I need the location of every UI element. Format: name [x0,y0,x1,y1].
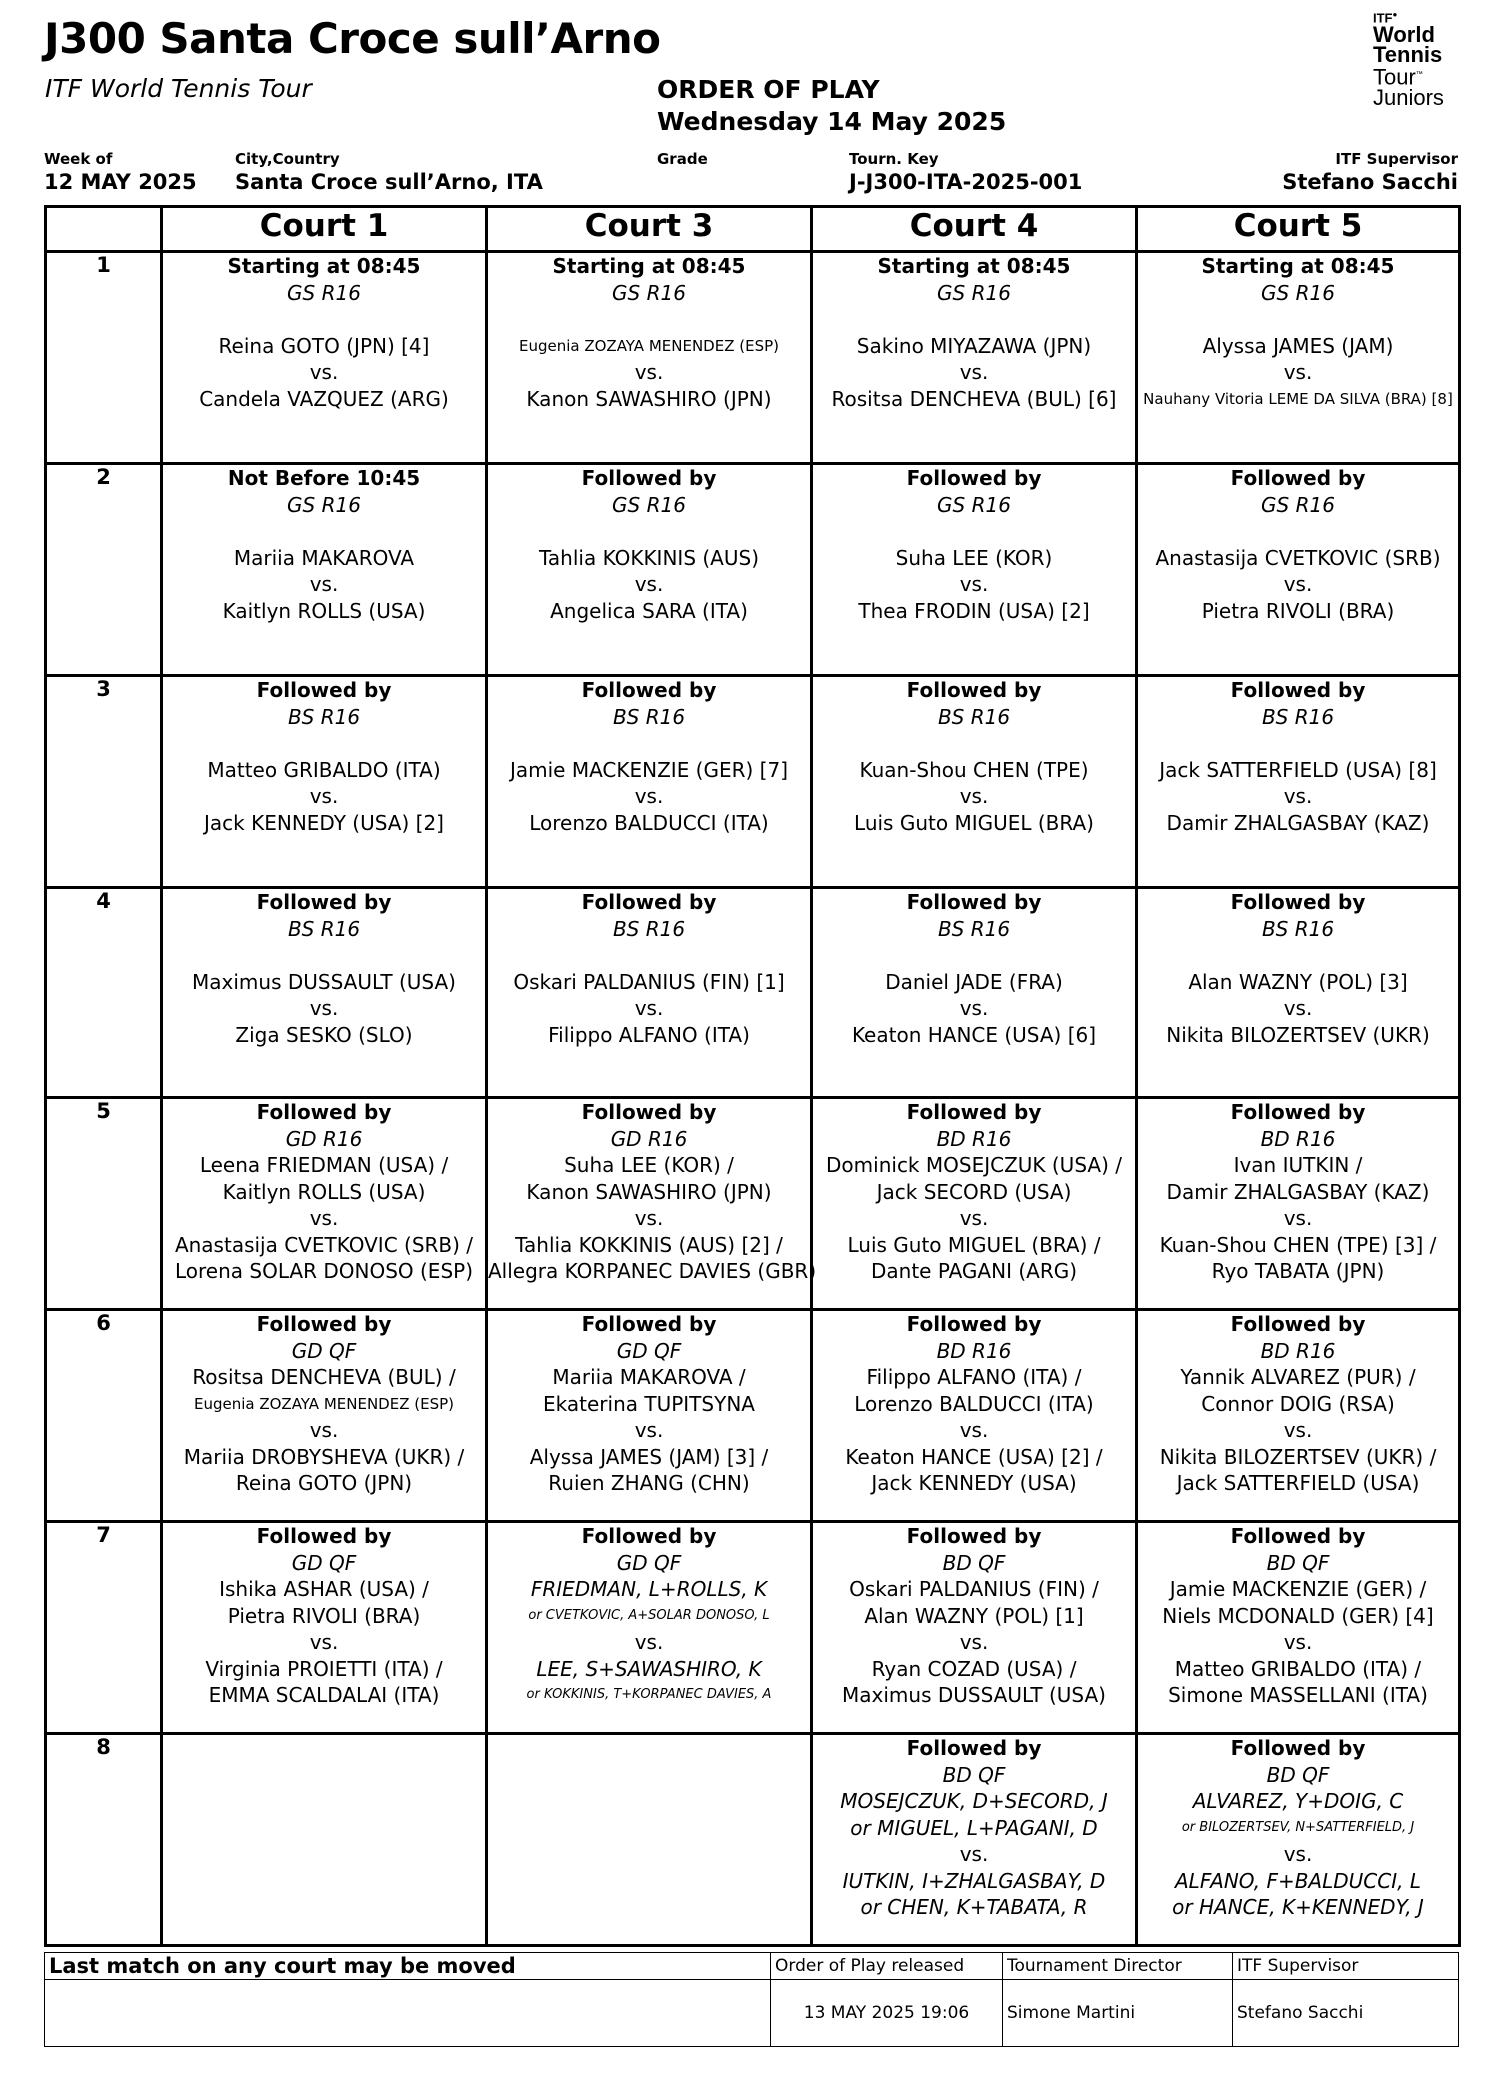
tourn-key-value: J-J300-ITA-2025-001 [849,170,1083,194]
spacer [488,730,810,757]
match-cell [487,464,812,676]
start-time: Followed by [906,678,1042,702]
start-time: Followed by [906,1736,1042,1760]
tourn-key-label: Tourn. Key [849,150,939,168]
player-line: Lorenzo BALDUCCI (ITA) [854,1391,1094,1416]
event-round: GS R16 [937,492,1011,517]
player-line: Mariia MAKAROVA / [552,1365,746,1389]
grade-block [657,150,708,168]
logo-tour-text: Tour [1373,64,1416,90]
event-round: BD QF [942,1550,1006,1575]
versus-label: vs. [959,1418,989,1442]
player-line: Kaitlyn ROLLS (USA) [222,598,426,623]
logo-ball-icon: ● [1392,10,1398,19]
event-round: BD R16 [936,1126,1012,1151]
court-header-row [46,207,1460,252]
player-line: Sakino MIYAZAWA (JPN) [856,333,1092,358]
last-match-note: Last match on any court may be moved [45,1953,771,1980]
match-cell [162,1310,487,1522]
player-line: Tahlia KOKKINIS (AUS) [2] / [515,1232,783,1257]
event-round: BS R16 [1261,704,1335,729]
player-line: Rositsa DENCHEVA (BUL) [6] [831,386,1117,411]
versus-label: vs. [1283,784,1313,808]
start-time: Followed by [906,1524,1042,1548]
logo-world-text: World [1373,22,1435,48]
event-round: GD R16 [285,1126,363,1151]
player-line: Jack KENNEDY (USA) [871,1471,1077,1495]
player-line: Rositsa DENCHEVA (BUL) / [192,1365,456,1389]
event-round: BD QF [1266,1550,1330,1575]
court-header: Court 5 [1137,207,1460,252]
start-time: Starting at 08:45 [1201,254,1395,278]
start-time: Followed by [906,890,1042,914]
match-cell [1137,676,1460,888]
spacer [163,518,485,545]
player-line: Anastasija CVETKOVIC (SRB) [1155,545,1441,570]
event-round: BD R16 [936,1338,1012,1363]
player-line: Kanon SAWASHIRO (JPN) [526,1179,772,1204]
match-row [46,888,1460,1098]
player-line: Reina GOTO (JPN) [4] [218,333,430,358]
spacer [813,942,1135,969]
versus-label: vs. [959,784,989,808]
week-of-value: 12 MAY 2025 [44,170,197,194]
order-of-play-label: ORDER OF PLAY [657,75,880,104]
versus-label: vs. [959,360,989,384]
player-line: Anastasija CVETKOVIC (SRB) / [174,1232,474,1257]
player-line: or CVETKOVIC, A+SOLAR DONOSO, L [528,1607,770,1623]
player-line: Mariia DROBYSHEVA (UKR) / [183,1444,465,1469]
start-time: Followed by [906,1312,1042,1336]
event-round: GD R16 [610,1126,688,1151]
event-round: GD QF [616,1550,682,1575]
player-line: Ziga SESKO (SLO) [235,1022,413,1047]
footer-table [44,1952,1459,2047]
player-line: Ivan IUTKIN / [1233,1153,1363,1177]
event-round: GD QF [291,1338,357,1363]
order-of-play-heading [657,74,1006,138]
player-line: Niels MCDONALD (GER) [4] [1162,1603,1434,1628]
event-round: BS R16 [612,916,686,941]
versus-label: vs. [1283,1206,1313,1230]
player-line: Luis Guto MIGUEL (BRA) [854,810,1094,835]
match-row [46,676,1460,888]
player-line: Angelica SARA (ITA) [550,598,748,623]
player-line: Simone MASSELLANI (ITA) [1168,1683,1428,1707]
versus-label: vs. [634,996,664,1020]
spacer [163,730,485,757]
released-value: 13 MAY 2025 19:06 [771,1980,1003,2047]
start-time: Followed by [581,1100,717,1124]
player-line: Jack SATTERFIELD (USA) [1176,1471,1420,1495]
court-header: Court 4 [812,207,1137,252]
player-line: Ryan COZAD (USA) / [871,1656,1077,1681]
player-line: Allegra KORPANEC DAVIES (GBR) [488,1259,817,1283]
court-header: Court 3 [487,207,812,252]
match-cell [1137,464,1460,676]
versus-label: vs. [1283,572,1313,596]
player-line: Ishika ASHAR (USA) / [219,1577,429,1601]
start-time: Followed by [581,890,717,914]
play-date: Wednesday 14 May 2025 [657,107,1007,136]
start-time: Starting at 08:45 [877,254,1071,278]
player-line: Jack KENNEDY (USA) [2] [204,810,444,835]
match-row [46,1098,1460,1310]
player-line: Suha LEE (KOR) [895,545,1053,570]
player-line: Tahlia KOKKINIS (AUS) [539,545,759,570]
versus-label: vs. [634,1630,664,1654]
tourn-key-block [849,150,1082,196]
match-cell [487,1098,817,1310]
event-round: BD QF [1266,1762,1330,1787]
start-time: Followed by [1230,890,1366,914]
player-line: Matteo GRIBALDO (ITA) [207,757,441,782]
order-of-play-table [44,205,1461,1947]
player-line: Ekaterina TUPITSYNA [543,1391,755,1416]
player-line: EMMA SCALDALAI (ITA) [208,1683,440,1707]
versus-label: vs. [959,1842,989,1866]
spacer [813,518,1135,545]
logo-tm-mark: ™ [1415,71,1423,79]
spacer [488,518,810,545]
versus-label: vs. [309,572,339,596]
player-line: Kaitlyn ROLLS (USA) [222,1179,426,1204]
player-line: or KOKKINIS, T+KORPANEC DAVIES, A [526,1687,772,1702]
player-line: Kuan-Shou CHEN (TPE) [3] / [1159,1232,1437,1257]
row-number: 4 [46,888,162,1098]
match-cell [812,252,1137,464]
spacer [1138,518,1458,545]
match-row [46,1734,1460,1946]
player-line: Damir ZHALGASBAY (KAZ) [1166,810,1430,835]
match-cell [812,1098,1137,1310]
player-line: Alan WAZNY (POL) [1] [864,1603,1084,1628]
versus-label: vs. [309,1206,339,1230]
event-round: GS R16 [1261,492,1335,517]
player-line: Maximus DUSSAULT (USA) [842,1683,1106,1707]
city-country-block [235,150,543,196]
start-time: Followed by [1230,1524,1366,1548]
event-round: BS R16 [287,916,361,941]
player-line: Mariia MAKAROVA [233,545,415,570]
itf-supervisor-value: Stefano Sacchi [1282,170,1458,194]
row-number: 2 [46,464,162,676]
player-line: Oskari PALDANIUS (FIN) [1] [513,969,785,994]
match-cell [1137,1098,1460,1310]
match-cell [162,1098,487,1310]
player-line: ALVAREZ, Y+DOIG, C [1192,1789,1404,1813]
versus-label: vs. [1283,360,1313,384]
versus-label: vs. [634,1206,664,1230]
versus-label: vs. [1283,1842,1313,1866]
start-time: Starting at 08:45 [552,254,746,278]
spacer [813,306,1135,333]
footer-supervisor-label: ITF Supervisor [1233,1953,1459,1980]
start-time: Followed by [581,466,717,490]
player-line: Alyssa JAMES (JAM) [1202,333,1394,358]
spacer [163,306,485,333]
player-line: Ryo TABATA (JPN) [1211,1259,1385,1283]
player-line: Keaton HANCE (USA) [6] [851,1022,1097,1047]
match-cell [1137,1310,1460,1522]
player-line: Kuan-Shou CHEN (TPE) [859,757,1089,782]
event-round: GS R16 [612,492,686,517]
start-time: Followed by [256,890,392,914]
match-row [46,1522,1460,1734]
city-country-value: Santa Croce sull’Arno, ITA [235,170,543,194]
start-time: Followed by [256,1100,392,1124]
player-line: Filippo ALFANO (ITA) [548,1022,750,1047]
start-time: Followed by [256,1524,392,1548]
director-value: Simone Martini [1003,1980,1233,2047]
spacer [1138,306,1458,333]
versus-label: vs. [309,784,339,808]
match-cell [812,464,1137,676]
logo-tennis-text: Tennis [1373,42,1443,68]
match-cell [1137,252,1460,464]
player-line: Keaton HANCE (USA) [2] / [845,1444,1103,1469]
grade-label: Grade [657,150,708,168]
versus-label: vs. [1283,1418,1313,1442]
row-number: 8 [46,1734,162,1946]
player-line: LEE, S+SAWASHIRO, K [536,1656,762,1681]
player-line: MOSEJCZUK, D+SECORD, J [840,1789,1108,1813]
player-line: ALFANO, F+BALDUCCI, L [1175,1868,1421,1893]
player-line: Suha LEE (KOR) / [564,1153,734,1177]
match-cell [812,1310,1137,1522]
versus-label: vs. [634,1418,664,1442]
match-cell [162,1734,487,1946]
event-round: BS R16 [612,704,686,729]
event-round: GD QF [291,1550,357,1575]
player-line: Jamie MACKENZIE (GER) / [1169,1577,1427,1601]
player-line: or CHEN, K+TABATA, R [860,1895,1088,1919]
match-cell [812,888,1137,1098]
match-cell [487,1734,812,1946]
match-cell [487,1522,812,1734]
event-round: GS R16 [937,280,1011,305]
versus-label: vs. [309,1630,339,1654]
versus-label: vs. [634,572,664,596]
player-line: FRIEDMAN, L+ROLLS, K [530,1577,768,1601]
event-round: BD R16 [1260,1126,1336,1151]
event-round: GS R16 [287,280,361,305]
event-round: BD QF [942,1762,1006,1787]
player-line: Leena FRIEDMAN (USA) / [199,1153,449,1177]
logo-juniors-text: Juniors [1373,84,1444,110]
event-round: BS R16 [1261,916,1335,941]
start-time: Followed by [581,1312,717,1336]
player-line: IUTKIN, I+ZHALGASBAY, D [842,1868,1106,1893]
event-round: BS R16 [287,704,361,729]
player-line: Eugenia ZOZAYA MENENDEZ (ESP) [518,336,779,355]
player-line: Dante PAGANI (ARG) [870,1259,1078,1283]
player-line: or BILOZERTSEV, N+SATTERFIELD, J [1181,1819,1415,1835]
player-line: Nikita BILOZERTSEV (UKR) / [1159,1444,1437,1469]
week-of-block [44,150,197,196]
match-row [46,1310,1460,1522]
court-header: Court 1 [162,207,487,252]
director-label: Tournament Director [1003,1953,1233,1980]
player-line: or HANCE, K+KENNEDY, J [1172,1895,1424,1919]
itf-supervisor-block [1282,150,1458,196]
start-time: Followed by [1230,1312,1366,1336]
player-line: Thea FRODIN (USA) [2] [858,598,1090,623]
player-line: Matteo GRIBALDO (ITA) / [1174,1656,1422,1681]
start-time: Followed by [256,678,392,702]
start-time: Followed by [581,678,717,702]
player-line: Lorenzo BALDUCCI (ITA) [529,810,769,835]
player-line: Kanon SAWASHIRO (JPN) [526,386,772,411]
footer-supervisor-value: Stefano Sacchi [1233,1980,1459,2047]
start-time: Followed by [1230,1100,1366,1124]
start-time: Followed by [581,1524,717,1548]
match-cell [812,676,1137,888]
versus-label: vs. [309,996,339,1020]
event-round: GS R16 [287,492,361,517]
spacer [813,730,1135,757]
match-cell [487,1310,812,1522]
player-line: Maximus DUSSAULT (USA) [192,969,456,994]
player-line: Reina GOTO (JPN) [235,1471,413,1495]
player-line: Ruien ZHANG (CHN) [548,1471,750,1495]
released-label: Order of Play released [771,1953,1003,1980]
player-line: Luis Guto MIGUEL (BRA) / [847,1232,1101,1257]
player-line: Alan WAZNY (POL) [3] [1188,969,1408,994]
match-cell [162,1522,487,1734]
player-line: Nikita BILOZERTSEV (UKR) [1166,1022,1430,1047]
row-number: 5 [46,1098,162,1310]
match-cell [162,252,487,464]
player-line: Jamie MACKENZIE (GER) [7] [509,757,789,782]
match-cell [487,252,812,464]
row-number: 1 [46,252,162,464]
start-time: Followed by [1230,678,1366,702]
spacer [488,942,810,969]
player-line: Jack SATTERFIELD (USA) [8] [1159,757,1437,782]
player-line: Alyssa JAMES (JAM) [3] / [529,1444,769,1469]
player-line: Dominick MOSEJCZUK (USA) / [826,1153,1122,1177]
corner-cell [46,207,162,252]
logo-itf-text: ITF [1373,10,1393,26]
event-round: BS R16 [937,916,1011,941]
start-time: Not Before 10:45 [227,466,421,490]
start-time: Followed by [906,1100,1042,1124]
player-line: Jack SECORD (USA) [876,1179,1072,1204]
player-line: or MIGUEL, L+PAGANI, D [850,1815,1098,1840]
player-line: Lorena SOLAR DONOSO (ESP) [174,1259,474,1283]
tournament-title: J300 Santa Croce sull’Arno [44,14,661,63]
player-line: Virginia PROIETTI (ITA) / [205,1656,443,1681]
player-line: Yannik ALVAREZ (PUR) / [1180,1365,1416,1389]
itf-supervisor-label: ITF Supervisor [1335,150,1458,168]
event-round: BS R16 [937,704,1011,729]
event-round: GD QF [616,1338,682,1363]
start-time: Followed by [906,466,1042,490]
itf-juniors-logo [1373,8,1483,108]
row-number: 3 [46,676,162,888]
row-number: 6 [46,1310,162,1522]
start-time: Followed by [1230,466,1366,490]
match-cell [487,888,812,1098]
versus-label: vs. [309,360,339,384]
match-row [46,252,1460,464]
event-round: GS R16 [612,280,686,305]
week-of-label: Week of [44,150,113,168]
versus-label: vs. [1283,996,1313,1020]
match-rows [46,252,1460,1946]
versus-label: vs. [634,360,664,384]
versus-label: vs. [959,996,989,1020]
player-line: Filippo ALFANO (ITA) / [866,1365,1082,1389]
versus-label: vs. [309,1418,339,1442]
event-round: BD R16 [1260,1338,1336,1363]
match-cell [162,888,487,1098]
spacer [488,306,810,333]
match-cell [812,1734,1137,1946]
start-time: Followed by [256,1312,392,1336]
player-line: Candela VAZQUEZ (ARG) [199,386,449,411]
versus-label: vs. [959,1630,989,1654]
versus-label: vs. [1283,1630,1313,1654]
player-line: Pietra RIVOLI (BRA) [227,1603,421,1628]
start-time: Followed by [1230,1736,1366,1760]
tour-subtitle: ITF World Tennis Tour [45,74,312,103]
start-time: Starting at 08:45 [227,254,421,278]
match-cell [162,676,487,888]
footer-blank-cell [45,1980,771,2047]
spacer [1138,942,1458,969]
spacer [1138,730,1458,757]
player-line: Nauhany Vitoria LEME DA SILVA (BRA) [8] [1143,389,1453,408]
spacer [163,942,485,969]
match-cell [1137,1734,1460,1946]
row-number: 7 [46,1522,162,1734]
match-row [46,464,1460,676]
match-cell [1137,888,1460,1098]
versus-label: vs. [634,784,664,808]
player-line: Eugenia ZOZAYA MENENDEZ (ESP) [193,1394,454,1413]
versus-label: vs. [959,572,989,596]
player-line: Damir ZHALGASBAY (KAZ) [1166,1179,1430,1204]
player-line: Daniel JADE (FRA) [885,969,1063,994]
player-line: Connor DOIG (RSA) [1201,1391,1395,1416]
player-line: Pietra RIVOLI (BRA) [1201,598,1395,623]
versus-label: vs. [959,1206,989,1230]
event-round: GS R16 [1261,280,1335,305]
match-cell [1137,1522,1460,1734]
match-cell [812,1522,1137,1734]
city-country-label: City,Country [235,150,340,168]
match-cell [487,676,812,888]
player-line: Oskari PALDANIUS (FIN) / [849,1577,1099,1601]
match-cell [162,464,487,676]
